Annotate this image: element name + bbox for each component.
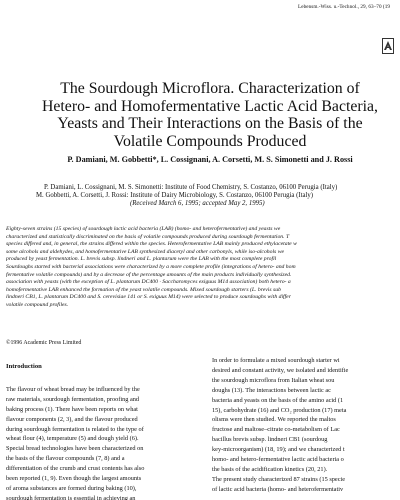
body-line: 15), carbohydrate (16) and CO₂ production (17) meta <box>212 406 347 414</box>
body-line: bacteria and yeasts on the basis of the amino acid (1 <box>212 396 344 404</box>
body-line: doughs (13). The interactions between lactic ac <box>212 386 331 394</box>
abstract-line: produced by yeast fermentation. L. brevis subsp. lindneri and L. plantarum were the LAB with the most complete profil <box>6 256 277 263</box>
body-line: the sourdough microflora from Italian wheat sou <box>212 376 335 384</box>
body-line: during sourdough fermentation is related to the type of <box>6 425 144 433</box>
title-line: The Sourdough Microflora. Characterization of <box>60 80 360 97</box>
body-line: the basis of the flavour compounds (7, 8) and a <box>6 455 125 463</box>
received-dates: (Received March 6, 1995; accepted May 2, 1995) <box>130 200 265 208</box>
body-line: flavour components (2, 3), and the flavour produced <box>6 415 138 423</box>
affiliation-line: M. Gobbetti, A. Corsetti, J. Rossi: Institute of Dairy Microbiology, S. Costanzo, 06100 Perugia (Italy) <box>36 192 314 200</box>
title-line: Volatile Compounds Produced <box>113 132 307 150</box>
abstract-line: species differed and, in general, the strains differed within the species. Heterofermentative LAB mainly produced ethylacetate w <box>6 241 297 248</box>
body-line: bacillus brevis subsp. lindneri CB1 (sourdoug <box>212 436 328 444</box>
body-line: differentiation of the crumb and crust contents has also <box>6 465 145 473</box>
abstract-line: association with yeasts (with the exception of L. plantarum DC400 · Saccharomyces exiguus M14 association) both hetero- a <box>6 279 291 286</box>
body-line: In order to formulate a mixed sourdough starter wi <box>212 357 340 364</box>
abstract-line: some alcohols and aldehydes, and homofermentative LAB synthesized diacetyl and other carbonyls, while iso-alcohols we <box>6 248 285 255</box>
affiliations <box>36 184 400 209</box>
left-column <box>6 356 198 500</box>
body-line: been reported (1, 9). Even though the largest amounts <box>6 475 142 483</box>
title-line: Yeasts and Their Interactions on the Basis of the <box>57 115 363 133</box>
body-line: the basis of the acidification kinetics (20, 21). <box>212 465 328 473</box>
abstract-line: characterized and statistically discriminated on the basis of volatile compounds produced during sourdough fermentation. T <box>6 233 290 240</box>
body-line: fructose and maltose–citrate co-metabolism of Lac <box>212 426 340 434</box>
body-line: of lactic acid bacteria (homo- and heterofermentativ <box>212 485 344 493</box>
publisher-logo-icon <box>383 40 393 52</box>
body-line: raw materials, sourdough fermentation, proofing and <box>6 395 140 403</box>
body-line: of aroma substances are formed during baking (10), <box>6 484 137 492</box>
body-line: baking process (1). There have been reports on what <box>6 405 138 413</box>
body-line: The present study characterized 87 strains (15 specie <box>212 475 346 483</box>
body-line: sourdough fermentation is essential in achieving an <box>6 494 136 500</box>
copyright-notice: ©1996 Academic Press Limited <box>6 340 82 346</box>
abstract-line: Sourdoughs started with bacterial associations were characterized by a more complete profile (integrations of hetero- and hom <box>6 263 296 270</box>
title-line: Hetero- and Homofermentative Lactic Acid Bacteria, <box>42 97 378 115</box>
body-line: olisms were then studied. We reported the maltos <box>212 416 336 424</box>
body-line: desired and constant activity, we isolated and identifie <box>212 366 349 374</box>
body-line: Special bread technologies have been characterized on <box>6 445 144 453</box>
author-list: P. Damiani, M. Gobbetti*, L. Cossignani, A. Corsetti, M. S. Simonetti and J. Rossi <box>67 155 353 164</box>
affiliation-line: P. Damiani, L. Cossignani, M. S. Simonetti: Institute of Food Chemistry, S. Costanzo, 06100 Perugia (Italy) <box>44 184 338 191</box>
body-line: key-microorganism) (18, 19); and we characterized t <box>212 446 345 454</box>
abstract-line: homofermentative LAB enhanced the formation of the yeast volatile compounds. Mixed sourdough starters (L. brevis sub <box>6 286 281 293</box>
right-column <box>212 356 400 495</box>
body-line: The flavour of wheat bread may be influenced by the <box>6 385 140 393</box>
abstract-line: lindneri CB1, L. plantarum DC400 and S. cerevisiae 141 or S. exiguus M14) were selected to produce sourdoughs with differ <box>6 294 291 301</box>
section-heading: Introduction <box>6 363 42 370</box>
journal-header: Lebensm.-Wiss. u.-Technol., 29, 63–70 (19 <box>298 4 390 10</box>
publisher-logo <box>382 38 394 54</box>
body-line: wheat flour (4), temperature (5) and dough yield (6). <box>6 435 139 443</box>
abstract <box>6 226 400 310</box>
body-line: homo- and hetero-fermentative lactic acid bacteria o <box>212 456 344 464</box>
abstract-line: fermentative volatile compounds) and by a decrease of the percentage amounts of the main products individually synthesized. <box>6 271 292 278</box>
paper-title <box>0 80 400 150</box>
abstract-line: Eighty-seven strains (15 species) of sourdough lactic acid bacteria (LAB) (homo- and heterofermentative) and yeasts we <box>6 226 281 232</box>
abstract-line: volatile compound profiles. <box>6 301 69 308</box>
